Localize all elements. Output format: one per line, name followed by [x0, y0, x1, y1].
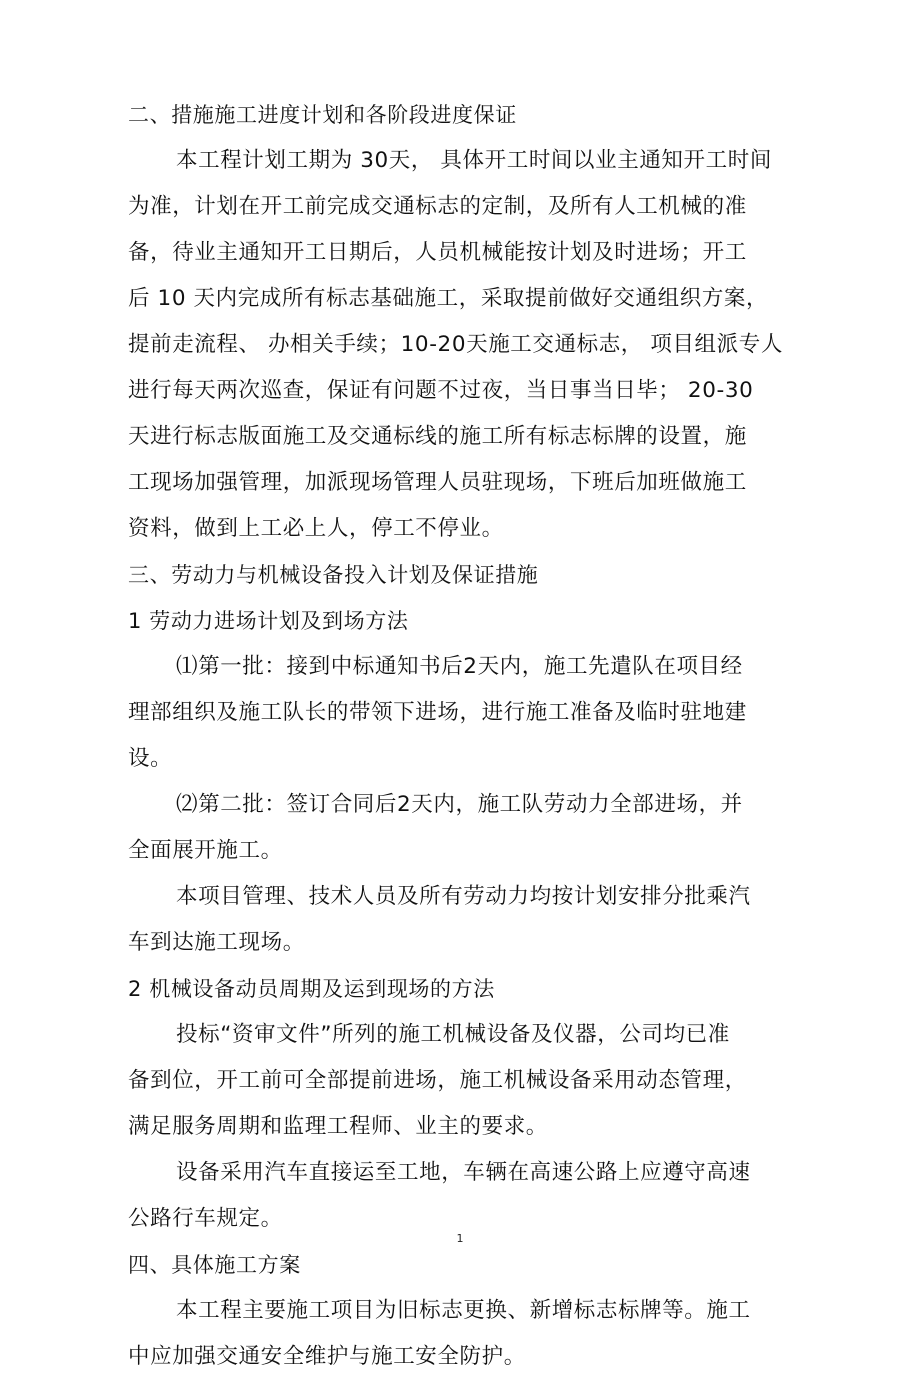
- paragraph-line: 提前走流程、 办相关手续；10-20天施工交通标志， 项目组派专人: [128, 332, 783, 357]
- paragraph-line: 中应加强交通安全维护与施工安全防护。: [128, 1344, 526, 1369]
- paragraph-line: 备，待业主通知开工日期后，人员机械能按计划及时进场；开工: [128, 240, 747, 265]
- paragraph-line: 投标“资审文件”所列的施工机械设备及仪器，公司均已准: [176, 1022, 730, 1047]
- section-heading: 1 劳动力进场计划及到场方法: [128, 609, 409, 633]
- paragraph-line: 本工程主要施工项目为旧标志更换、新增标志标牌等。施工: [176, 1298, 751, 1323]
- paragraph-line: 本项目管理、技术人员及所有劳动力均按计划安排分批乘汽: [176, 884, 751, 909]
- section-heading: 二、措施施工进度计划和各阶段进度保证: [128, 103, 517, 127]
- page-number: 1: [456, 1232, 464, 1245]
- paragraph-line: 理部组织及施工队长的带领下进场，进行施工准备及临时驻地建: [128, 700, 747, 725]
- paragraph-line: ⑴第一批：接到中标通知书后2天内，施工先遣队在项目经: [176, 654, 743, 679]
- section-heading: 三、劳动力与机械设备投入计划及保证措施: [128, 563, 539, 587]
- paragraph-line: 备到位，开工前可全部提前进场，施工机械设备采用动态管理，: [128, 1068, 747, 1093]
- document-body: [128, 92, 788, 1380]
- paragraph-line: 设备采用汽车直接运至工地，车辆在高速公路上应遵守高速: [176, 1160, 751, 1185]
- paragraph-line: 天进行标志版面施工及交通标线的施工所有标志标牌的设置，施: [128, 424, 747, 449]
- paragraph-line: 后 10 天内完成所有标志基础施工，采取提前做好交通组织方案，: [128, 286, 769, 311]
- paragraph-line: 公路行车规定。: [128, 1206, 283, 1231]
- paragraph-line: 车到达施工现场。: [128, 930, 305, 955]
- paragraph-line: 资料，做到上工必上人，停工不停业。: [128, 516, 504, 541]
- paragraph-line: 全面展开施工。: [128, 838, 283, 863]
- paragraph-line: 进行每天两次巡查，保证有问题不过夜，当日事当日毕； 20-30: [128, 378, 754, 403]
- paragraph-line: 本工程计划工期为 30天， 具体开工时间以业主通知开工时间: [176, 148, 772, 173]
- section-heading: 2 机械设备动员周期及运到现场的方法: [128, 977, 495, 1001]
- paragraph-line: 满足服务周期和监理工程师、业主的要求。: [128, 1114, 548, 1139]
- paragraph-line: ⑵第二批：签订合同后2天内，施工队劳动力全部进场，并: [176, 792, 743, 817]
- paragraph-line: 工现场加强管理，加派现场管理人员驻现场，下班后加班做施工: [128, 470, 747, 495]
- paragraph-line: 设。: [128, 746, 173, 771]
- section-heading: 四、具体施工方案: [128, 1253, 301, 1277]
- paragraph-line: 为准，计划在开工前完成交通标志的定制，及所有人工机械的准: [128, 194, 747, 219]
